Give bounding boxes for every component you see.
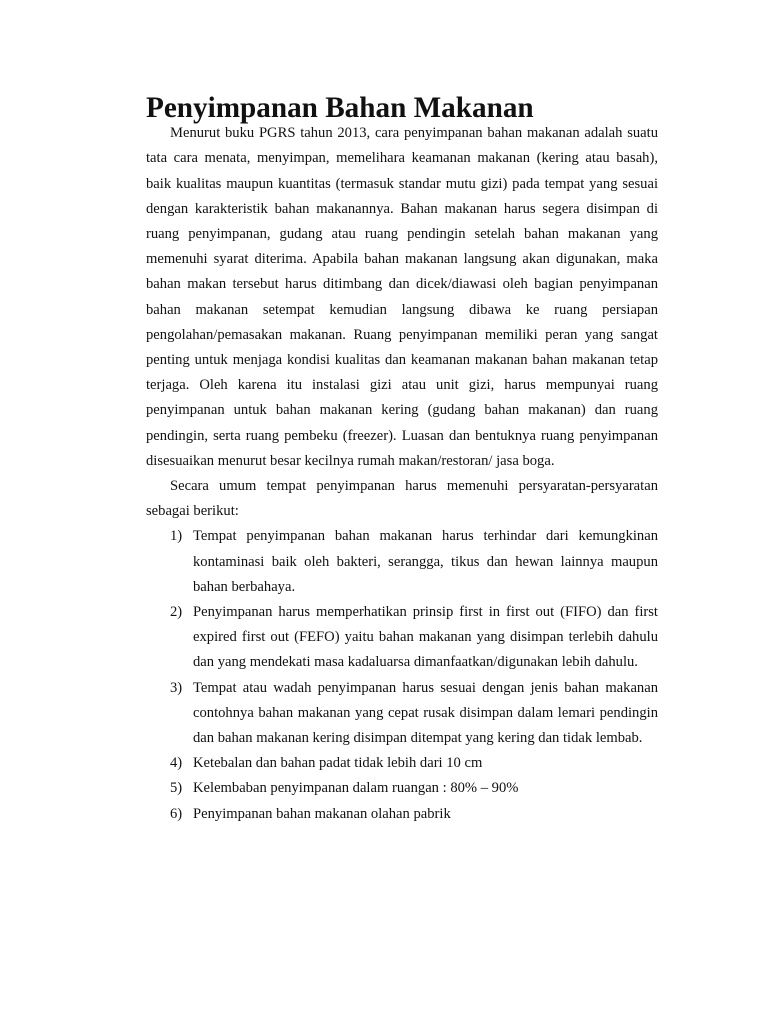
list-item-text: Tempat penyimpanan bahan makanan harus terhindar dari kemungkinan kontaminasi baik oleh bakteri, serangga, tikus dan hewan lainnya maupun bahan berbahaya. <box>193 528 658 595</box>
page-content <box>146 92 658 827</box>
list-item <box>146 524 658 600</box>
list-item <box>146 600 658 676</box>
body-paragraph: Menurut buku PGRS tahun 2013, cara penyimpanan bahan makanan adalah suatu tata cara menata, menyimpan, memelihara keamanan makanan (kering atau basah), baik kualitas maupun kuantitas (termasuk standar mutu gizi) pada tempat yang sesuai dengan karakteristik bahan makanannya. Bahan makanan harus segera disimpan di ruang penyimpanan, gudang atau ruang pendingin setelah bahan makanan yang memenuhi syarat diterima. Apabila bahan makanan langsung akan digunakan, maka bahan makan tersebut harus ditimbang dan dicek/diawasi oleh bagian penyimpanan bahan makanan setempat kemudian langsung dibawa ke ruang persiapan pengolahan/pemasakan makanan. Ruang penyimpanan memiliki peran yang sangat penting untuk menjaga kondisi kualitas dan keamanan makanan bahan makanan tetap terjaga. Oleh karena itu instalasi gizi atau unit gizi, harus mempunyai ruang penyimpanan untuk bahan makanan kering (gudang bahan makanan) dan ruang pendingin, serta ruang pembeku (freezer). Luasan dan bentuknya ruang penyimpanan disesuaikan menurut besar kecilnya rumah makan/restoran/ jasa boga. <box>146 125 658 469</box>
list-item <box>146 676 658 752</box>
list-item-number: 4) <box>170 755 183 772</box>
list-item-number: 2) <box>170 604 183 621</box>
list-item-text: Kelembaban penyimpanan dalam ruangan : 80% – 90% <box>193 780 519 797</box>
body-paragraph: Secara umum tempat penyimpanan harus memenuhi persyaratan-persyaratan sebagai berikut: <box>146 478 658 520</box>
section-heading: Penyimpanan Bahan Makanan <box>146 92 534 124</box>
list-item-number: 1) <box>170 528 183 545</box>
list-item-number: 6) <box>170 805 183 822</box>
list-item-text: Ketebalan dan bahan padat tidak lebih dari 10 cm <box>193 755 483 772</box>
list-item-number: 3) <box>170 679 183 696</box>
list-item <box>146 751 658 776</box>
list-item-text: Penyimpanan harus memperhatikan prinsip first in first out (FIFO) dan first expired first out (FEFO) yaitu bahan makanan yang disimpan terlebih dahulu dan yang mendekati masa kadaluarsa dimanfaatkan/digunakan lebih dahulu. <box>193 604 658 671</box>
list-item <box>146 802 658 827</box>
list-item-text: Tempat atau wadah penyimpanan harus sesuai dengan jenis bahan makanan contohnya bahan makanan yang cepat rusak disimpan dalam lemari pendingin dan bahan makanan kering disimpan ditempat yang kering dan tidak lembab. <box>193 679 658 747</box>
list-item <box>146 776 658 801</box>
requirements-list <box>146 524 658 826</box>
list-item-number: 5) <box>170 780 183 797</box>
list-item-text: Penyimpanan bahan makanan olahan pabrik <box>193 805 451 822</box>
